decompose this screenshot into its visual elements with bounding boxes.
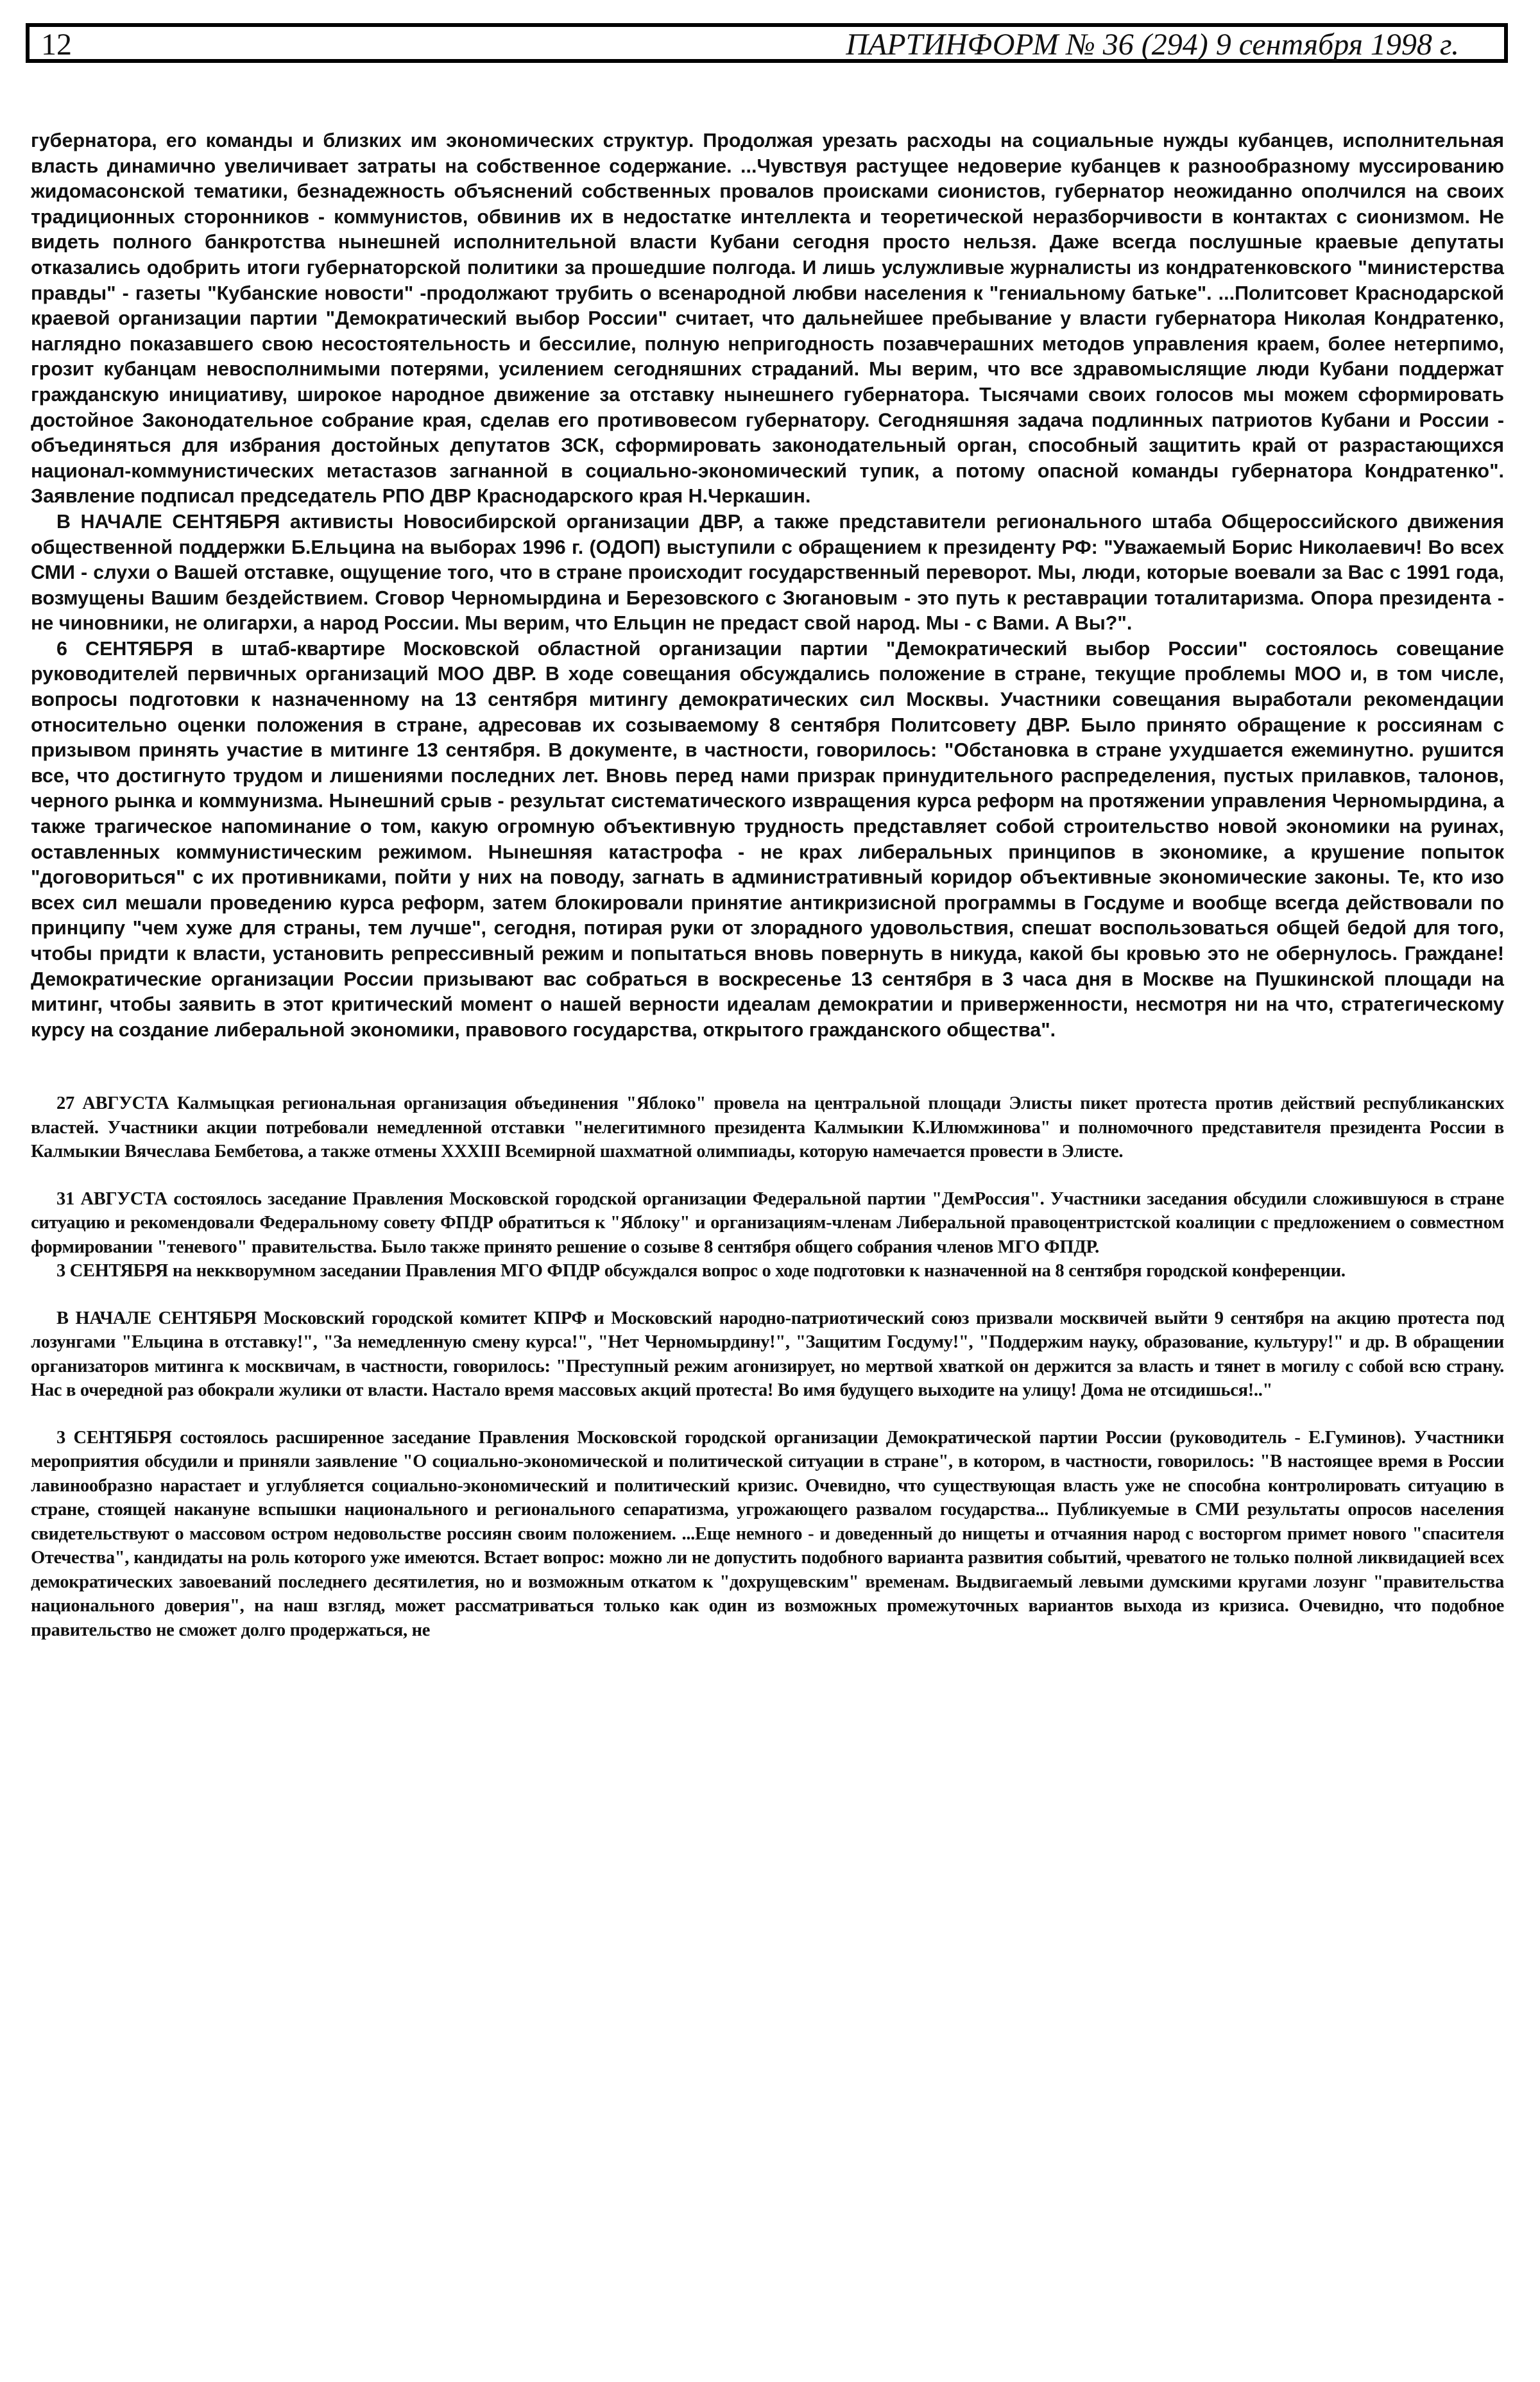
news-item-5: 3 СЕНТЯБРЯ состоялось расширенное заседание Правления Московской городской организации Демократической партии России (руководитель - Е.Гуминов). Участники мероприятия обсудили и приняли заявление "О социально-экономической и политической ситуации в стране", в котором, в частности, говорилось: "В настоящее время в России лавинообразно нарастает и углубляется социально-экономический и политический кризис. Очевидно, что существующая власть уже не способна контролировать ситуацию в стране, стоящей накануне вспышки национального и регионального сепаратизма, угрожающего развалом государства... Публикуемые в СМИ результаты опросов населения свидетельствуют о массовом остром недовольстве россиян своим положением. ...Еще немного - и доведенный до нищеты и отчаяния народ с восторгом примет нового "спасителя Отечества", кандидаты на роль которого уже имеются. Встает вопрос: можно ли не допустить подобного варианта развития событий, чреватого не только полной ликвидацией всех демократических завоеваний последнего десятилетия, но и возможным откатом к "дохрущевским" временам. Выдвигаемый левыми думскими кругами лозунг "правительства национального доверия", на наш взгляд, может рассматриваться только как один из возможных промежуточных вариантов выхода из кризиса. Очевидно, что подобное правительство не сможет долго продержаться, не [31, 1427, 1504, 1640]
publication-title: ПАРТИНФОРМ № 36 (294) 9 сентября 1998 г. [846, 28, 1459, 62]
news-item-1: 27 АВГУСТА Калмыцкая региональная организация объединения "Яблоко" провела на центральной площади Элисты пикет протеста против действий республиканских властей. Участники акции потребовали немедленной отставки "нелегитимного президента Калмыкии К.Илюмжинова" и полномочного представителя президента России в Калмыкии Вячеслава Бембетова, а также отмены XXXIII Всемирной шахматной олимпиады, которую намечается провести в Элисте. [31, 1093, 1504, 1162]
article-paragraph-2: В НАЧАЛЕ СЕНТЯБРЯ активисты Новосибирской организации ДВР, а также представители регионального штаба Общероссийского движения общественной поддержки Б.Ельцина на выборах 1996 г. (ОДОП) выступили с обращением к президенту РФ: "Уважаемый Борис Николаевич! Во всех СМИ - слухи о Вашей отставке, ощущение того, что в стране происходит государственный переворот. Мы, люди, которые воевали за Вас с 1991 года, возмущены Вашим бездействием. Сговор Черномырдина и Березовского с Зюгановым - это путь к реставрации тоталитаризма. Опора президента - не чиновники, не олигархи, а народ России. Мы верим, что Ельцин не предаст свой народ. Мы - с Вами. А Вы?". [31, 510, 1504, 635]
news-section [31, 1092, 1504, 1642]
page-content [31, 128, 1504, 1642]
news-item-4: В НАЧАЛЕ СЕНТЯБРЯ Московский городской комитет КПРФ и Московский народно-патриотический союз призвали москвичей выйти 9 сентября на акцию протеста под лозунгами "Ельцина в отставку!", "За немедленную смену курса!", "Нет Черномырдину!", "Защитим Госдуму!", "Поддержим науку, образование, культуру!" и др. В обращении организаторов митинга к москвичам, в частности, говорилось: "Преступный режим агонизирует, но мертвой хваткой он держится за власть и тянет в могилу с собой всю страну. Нас в очередной раз обокрали жулики от власти. Настало время массовых акций протеста! Во имя будущего выходите на улицу! Дома не отсидишься!.." [31, 1308, 1504, 1401]
page-header [26, 23, 1508, 63]
article-paragraph-3: 6 СЕНТЯБРЯ в штаб-квартире Московской областной организации партии "Демократический выбор России" состоялось совещание руководителей первичных организаций МОО ДВР. В ходе совещания обсуждались положение в стране, текущие проблемы МОО и, в том числе, вопросы подготовки к назначенному на 13 сентября митингу демократических сил Москвы. Участники совещания выработали рекомендации относительно оценки положения в стране, адресовав их созываемому 8 сентября Политсовету ДВР. Было принято обращение к россиянам с призывом принять участие в митинге 13 сентября. В документе, в частности, говорилось: "Обстановка в стране ухудшается ежеминутно. рушится все, что достигнуто трудом и лишениями последних лет. Вновь перед нами призрак принудительного распределения, пустых прилавков, талонов, черного рынка и коммунизма. Нынешний срыв - результат систематического извращения курса реформ на протяжении управления Черномырдина, а также трагическое напоминание о том, какую огромную объективную трудность представляет собой строительство новой экономики на руинах, оставленных коммунистическим режимом. Нынешняя катастрофа - не крах либеральных принципов в экономике, а крушение попыток "договориться" с их противниками, пойти у них на поводу, загнать в административный коридор объективные экономические законы. Те, кто изо всех сил мешали проведению курса реформ, затем блокировали принятие антикризисной программы в Госдуме и вообще всегда действовали по принципу "чем хуже для страны, тем лучше", сегодня, потирая руки от злорадного удовольствия, спешат воспользоваться общей бедой для того, чтобы придти к власти, установить репрессивный режим и попытаться вновь повернуть в никуда, какой бы кровью это не обернулось. Граждане! Демократические организации России призывают вас собраться в воскресенье 13 сентября в 3 часа дня в Москве на Пушкинской площади на митинг, чтобы заявить в этот критический момент о нашей верности идеалам демократии и приверженности, несмотря ни на что, стратегическому курсу на создание либеральной экономики, правового государства, открытого гражданского общества". [31, 637, 1504, 1041]
news-item-2: 31 АВГУСТА состоялось заседание Правления Московской городской организации Федеральной партии "ДемРоссия". Участники заседания обсудили сложившуюся в стране ситуацию и рекомендовали Федеральному совету ФПДР обратиться к "Яблоку" и организациям-членам Либеральной правоцентристской коалиции с предложением о совместном формировании "теневого" правительства. Было также принято решение о созыве 8 сентября общего собрания членов МГО ФПДР. [31, 1188, 1504, 1257]
article-section [31, 128, 1504, 1043]
news-item-3: 3 СЕНТЯБРЯ на неккворумном заседании Правления МГО ФПДР обсуждался вопрос о ходе подготовки к назначенной на 8 сентября городской конференции. [56, 1261, 1346, 1281]
article-paragraph-1: губернатора, его команды и близких им экономических структур. Продолжая урезать расходы на социальные нужды кубанцев, исполнительная власть динамично увеличивает затраты на собственное содержание. ...Чувствуя растущее недоверие кубанцев к разнообразному муссированию жидомасонской тематики, безнадежность объяснений собственных провалов происками сионистов, губернатор неожиданно ополчился на своих традиционных сторонников - коммунистов, обвинив их в недостатке интеллекта и теоретической неразборчивости в контактах с сионизмом. Не видеть полного банкротства нынешней исполнительной власти Кубани сегодня просто нельзя. Даже всегда послушные краевые депутаты отказались одобрить итоги губернаторской политики за прошедшие полгода. И лишь услужливые журналисты из кондратенковского "министерства правды" - газеты "Кубанские новости" -продолжают трубить о всенародной любви населения к "гениальному батьке". ...Политсовет Краснодарской краевой организации партии "Демократический выбор России" считает, что дальнейшее пребывание у власти губернатора Николая Кондратенко, наглядно показавшего свою несостоятельность и бессилие, полную непригодность позавчерашних методов управления краем, более нетерпимо, грозит кубанцам невосполнимыми потерями, усилением сегодняшних страданий. Мы верим, что все здравомыслящие люди Кубани поддержат гражданскую инициативу, широкое народное движение за отставку нынешнего губернатора. Тысячами своих голосов мы можем сформировать достойное Законодательное собрание края, сделав его противовесом губернатору. Сегодняшняя задача подлинных патриотов Кубани и России - объединяться для избрания достойных депутатов ЗСК, сформировать законодательный орган, способный защитить край от разрастающихся национал-коммунистических метастазов загнанной в социально-экономический тупик, а потому опасной команды губернатора Кондратенко". Заявление подписал председатель РПО ДВР Краснодарского края Н.Черкашин. [31, 130, 1504, 508]
page-number: 12 [41, 28, 72, 62]
